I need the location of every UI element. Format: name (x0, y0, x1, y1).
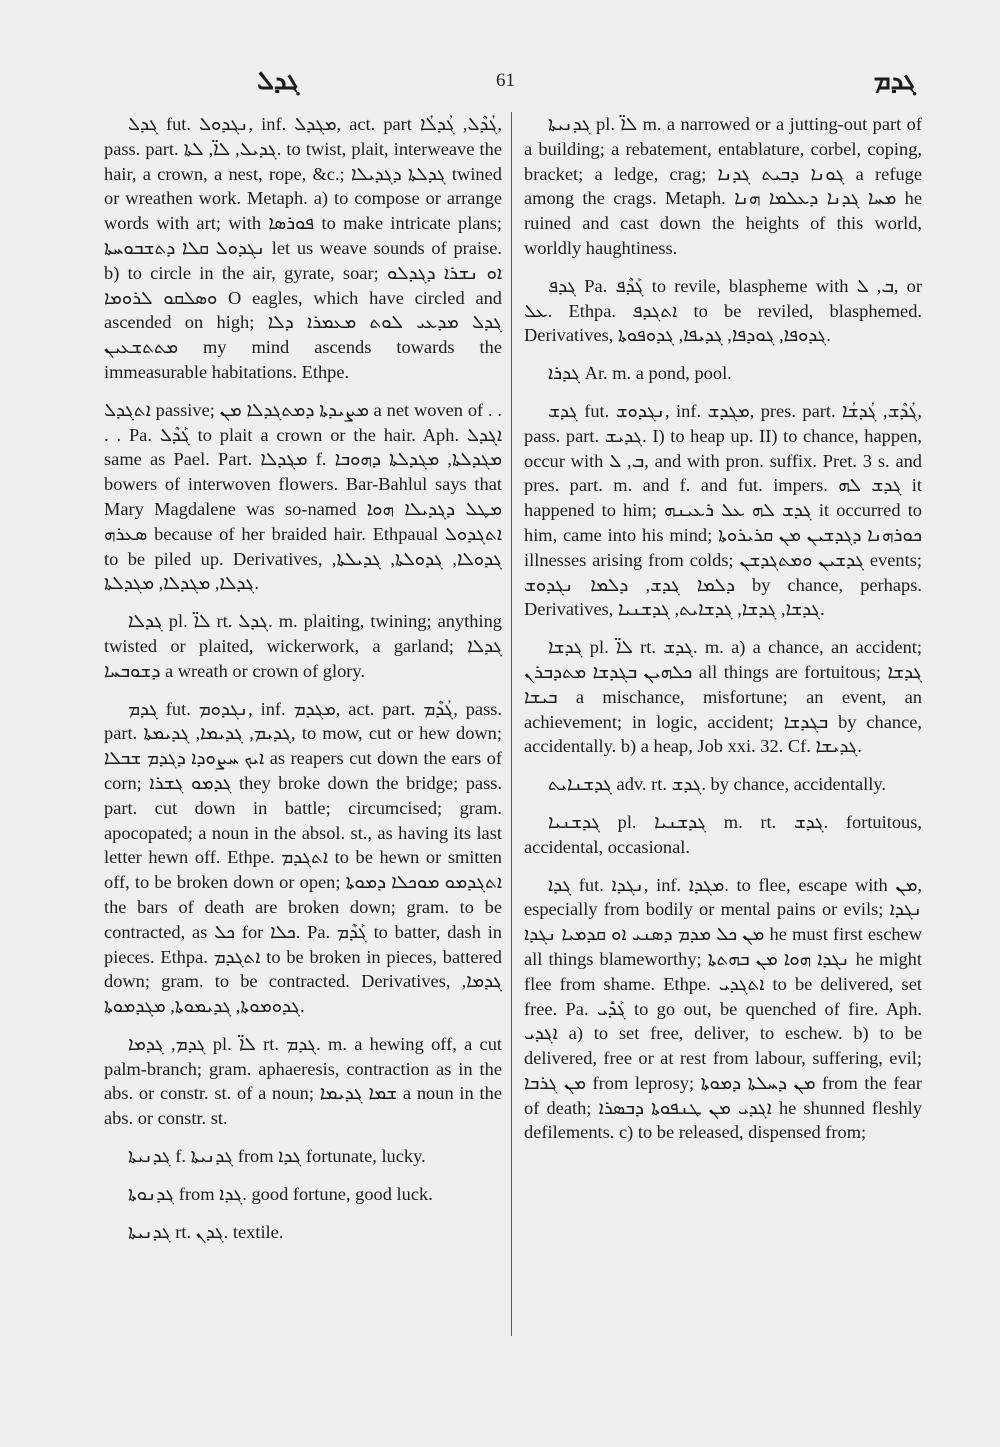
entry-gdp: ܓܕܦ Pa. ܓܰܕܶܦ to revile, blaspheme with ܒ, ܠ, or ܥܠ. Ethpa. ܐܬܓܕܦ to be reviled, blasphemed. Derivatives, ܓܕܘܦܐ, ܓܘܕܦܐ, ܓܕܝܦܐ, ܓܕܘܦܘܬܐ. (524, 275, 922, 346)
entry-adv: ܓܕܫܢܐܝܬ adv. rt. ܓܕܫ. by chance, accidentally. (548, 774, 887, 795)
entry-gdla: ܓܕܠܐ pl. ܠܐ̈ rt. ܓܕܠ. m. plaiting, twining; anything twisted or plaited, wickerwork, a garland; ܓܕܠܐ ܕܫܘܒܚܐ a wreath or crown of glory. (104, 611, 502, 681)
entry-gds: ܓܕܫ fut. ܢܓܕܘܫ, inf. ܡܓܕܫ, pres. part. ܓܳܕܶܫ, ܓܳܕܫܳܐ, pass. part. ܓܕܝܫ. I) to heap up. II) to chance, happen, occur with ܒ, ܠ, and with pron. suffix. Pret. 3 s. and pres. part. m. and f. and fut. impers. ܓܕܫ ܠܗ it happened to him; ܓܕܫ ܠܗ ܥܠ ܪܥܝܢܗ it occurred to him, came into his mind; ܟܘܪܗܢܐ ܕܓܕܫܝܢ ܡܢ ܩܪܝܪܘܬܐ illnesses arising from colds; ܓܕܫܝܢ ܘܡܬܓܕܫܢ events; ܕܠܡܐ ܓܕܫ, ܕܠܡܐ ܢܓܕܘܫ by chance, perhaps. Derivatives, ܓܕܫܐ, ܓܕܫܐ, ܓܕܫܐܝܬ, ܓܕܫܢܝܐ. (524, 400, 923, 620)
entry-gdl: ܓܕܠ fut. ܢܓܕܘܠ, inf. ܡܓܕܠ, act. part ܓܳܕܶܠ, ܓܳܕܠܳܐ, pass. part. ܓܕܝܠ, ܠܐ̈, ܠܬܐ. to twist, plait, interweave the hair, a crown, a nest, rope, &c.; ܓܕܠܬܐ ܕܓܕܝܠܐ twined or wreathen work. Metaph. a) to compose or arrange words with art; with ܦܘܪܣܐ to make intricate plans; ܢܓܕܘܠ ܩܠܐ ܕܬܫܒܘܚܬܐ let us weave sounds of praise. b) to circle in the air, gyrate, soar; ܐܘ ܢܫܪܐ ܕܓܕܠܘ ܘܣܠܩܘ ܠܪܘܡܐ O eagles, which have circled and ascended on high; ܓܕܠ ܡܕܥܝ ܠܘܬ ܡܥܡܪܐ ܕܠܐ ܡܬܬܫܥܝܢ my mind ascends towards the immeasurable habitations. Ethpe. (104, 114, 503, 382)
entry-pond: ܓܕܪܐ Ar. m. a pond, pool. (548, 363, 732, 384)
entry-gdma: ܓܕܡ, ܓܕܡܐ pl. ܠܐ̈ rt. ܓܕܡ. m. a hewing off, a cut palm-branch; gram. aphaeresis, contraction as in the abs. or constr. st. of a noun; ܫܡܐ ܓܕܝܡܐ a noun in the abs. or constr. st. (104, 1033, 502, 1129)
entry-gdnita: ܓܕܢܝܬܐ f. ܓܕܢܝܬܐ from ܓܕܐ fortunate, lucky. (128, 1146, 426, 1167)
column-divider (511, 112, 512, 1336)
entry-gdl-cont: ܐܬܓܕܠ passive; ܡܨܝܕܬܐ ܕܡܬܓܕܠܐ ܡܢ a net woven of . . . . Pa. ܓܰܕܶܠ to plait a crown or the hair. Aph. ܐܓܕܠ same as Pael. Part. ܡܓܕܠܐ f. ܡܓܕܠܬܐ, ܡܓܕܠܬܐ ܕܗܘܒܐ bowers of interwoven flowers. Bar-Bahlul says that Mary Magdalene was so-named ܡܛܠ ܕܓܕܝܠܐ ܗܘܐ ܣܥܪܗ because of her braided hair. Ethpaual ܐܬܓܕܘܠ to be piled up. Derivatives, ܓܕܘܠܐ, ܓܕܘܠܬܐ, ܓܕܝܠܬܐ, ܓܕܠܐ, ܡܓܕܠܐ, ܡܓܕܠܬܐ. (104, 399, 502, 594)
page-number: 61 (496, 70, 515, 91)
entry-gdsa: ܓܕܫܐ pl. ܠܐ̈ rt. ܓܕܫ. m. a) a chance, an accident; ܟܠܗܝܢ ܒܓܕܫܐ ܡܬܕܒܪܢ all things are fortuitous; ܓܕܫܐ ܒܝܫܐ a mischance, misfortune; an event, an achievement; in logic, accident; ܒܓܕܫܐ by chance, accidentally. b) a heap, Job xxi. 32. Cf. ܓܕܝܫܐ. (524, 637, 923, 757)
entry-textile: ܓܕܢܝܬܐ rt. ܓܕܢ. textile. (128, 1221, 284, 1242)
left-column (104, 112, 502, 1257)
entry-gdm: ܓܕܡ fut. ܢܓܕܘܡ, inf. ܡܓܕܡ, act. part. ܓܳܕܶܡ, pass. part. ܓܕܝܡ, ܓܕܝܡܐ, ܓܕܝܡܬܐ, to mow, cut or hew down; ܐܝܟ ܚܨܘܕܐ ܕܓܕܡ ܫܒܠܐ as reapers cut down the ears of corn; ܓܕܡܘ ܓܫܪܐ they broke down the bridge; pass. part. cut down in battle; circumcised; gram. apocopated; a noun in the absol. st., as having its last letter hewn off. Ethpe. ܐܬܓܕܡ to be hewn or smitten off, to be broken down or open; ܐܬܓܕܡܘ ܡܘܟܠܐ ܕܡܘܬܐ the bars of death are broken down; gram. to be contracted, as ܟܠ for ܟܠܐ. Pa. ܓܰܕܶܡ to batter, dash in pieces. Ethpa. ܐܬܓܕܡ to be broken in pieces, battered down; gram. to be contracted. Derivatives, ܓܕܡܐ, ܓܕܘܡܘܬܐ, ܓܕܝܡܘܬܐ, ܡܓܕܡܘܬܐ. (104, 698, 503, 1017)
page-header (100, 66, 916, 102)
header-right-word: ܓܕܡ (873, 66, 916, 96)
header-left-word: ܓܕܠ (257, 66, 300, 96)
entry-fortuitous: ܓܕܫܢܝܐ pl. ܓܕܫܢܝܐ m. rt. ܓܕܫ. fortuitous, accidental, occasional. (524, 811, 922, 857)
entry-gdnuta: ܓܕܢܘܬܐ from ܓܕܐ. good fortune, good luck. (128, 1183, 433, 1204)
entry-ledge: ܓܕܢܝܬܐ pl. ܠܐ̈ m. a narrowed or a jutting-out part of a building; a rebatement, entablature, corbel, coping, bracket; a ledge, crag; ܓܘܢܐ ܕܒܝܬ ܓܕܢܐ a refuge among the crags. Metaph. ܡܚܐ ܓܕܢܐ ܕܥܠܡܐ ܗܢܐ he ruined and cast down the heights of this world, worldly haughtiness. (524, 114, 922, 258)
right-column (524, 112, 922, 1158)
entry-flee: ܓܕܐ fut. ܢܓܕܐ, inf. ܡܓܕܐ. to flee, escape with ܡܢ, especially from bodily or mental pains or evils; ܢܓܕܐ ܡܢ ܟܠ ܡܕܡ ܕܣܢܝ ܐܘ ܩܕܡܝܐ ܢܓܕܐ he must first eschew all things blameworthy; ܢܓܕܐ ܗܘܐ ܡܢ ܒܗܬܬܐ he might flee from shame. Ethpe. ܐܬܓܕܝ to be delivered, set free. Pa. ܓܰܕܺܝ to go out, be quenched of fire. Aph. ܐܓܕܝ a) to set free, deliver, to eschew. b) to be delivered, free or at rest from labour, suffering, evil; ܡܢ ܓܪܒܐ from leprosy; ܡܢ ܕܚܠܬܐ ܕܡܘܬܐ from the fear of death; ܐܓܕܝ ܡܢ ܛܢܦܘܬܐ ܕܒܣܪܐ he shunned fleshly defilements. c) to be released, dispensed from; (524, 874, 922, 1143)
